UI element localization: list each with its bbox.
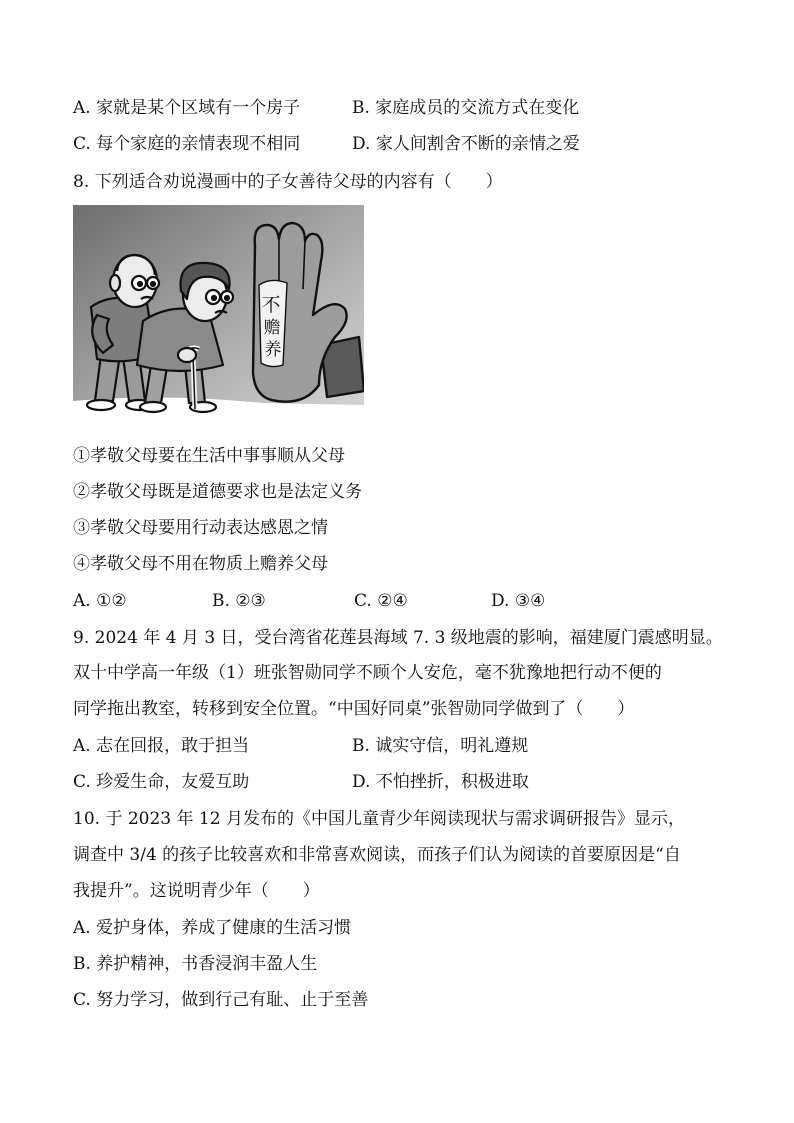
- cartoon-char-2: 赡: [263, 318, 281, 338]
- q9-option-d: D. 不怕挫折，积极进取: [352, 772, 529, 792]
- q10-stem-line-2: 调查中 3/4 的孩子比较喜欢和非常喜欢阅读，而孩子们认为阅读的首要原因是“自: [73, 845, 681, 865]
- q9-stem-line-1: 9. 2024 年 4 月 3 日，受台湾省花莲县海域 7. 3 级地震的影响，福建厦门震感明显。: [73, 628, 723, 648]
- q9-stem-line-3: 同学拖出教室，转移到安全位置。“中国好同桌”张智勋同学做到了（ ）: [73, 699, 635, 719]
- q10-stem-line-3: 我提升”。这说明青少年（ ）: [73, 881, 320, 901]
- cartoon-char-3: 养: [264, 340, 282, 360]
- q10-option-b: B. 养护精神，书香浸润丰盈人生: [73, 954, 318, 974]
- q10-stem-line-1: 10. 于 2023 年 12 月发布的《中国儿童青少年阅读现状与需求调研报告》显示，: [73, 809, 685, 829]
- q9-option-c: C. 珍爱生命，友爱互助: [73, 772, 250, 792]
- q8-option-b: B. ②③: [212, 591, 266, 611]
- q9-option-b: B. 诚实守信，明礼遵规: [352, 736, 529, 756]
- q8-statement-4: ④孝敬父母不用在物质上赡养父母: [73, 554, 328, 574]
- q8-cartoon: [73, 205, 364, 424]
- q7-option-d: D. 家人间割舍不断的亲情之爱: [352, 134, 580, 154]
- q8-stem: 8. 下列适合劝说漫画中的子女善待父母的内容有（ ）: [73, 172, 503, 192]
- q8-statement-1: ①孝敬父母要在生活中事事顺从父母: [73, 446, 345, 466]
- q7-option-a: A. 家就是某个区域有一个房子: [73, 98, 301, 118]
- q9-stem-line-2: 双十中学高一年级（1）班张智勋同学不顾个人安危，毫不犹豫地把行动不便的: [73, 663, 662, 683]
- q8-statement-2: ②孝敬父母既是道德要求也是法定义务: [73, 482, 362, 502]
- q10-option-c: C. 努力学习，做到行己有耻、止于至善: [73, 990, 369, 1010]
- q7-option-b: B. 家庭成员的交流方式在变化: [352, 98, 580, 118]
- q8-statement-3: ③孝敬父母要用行动表达感恩之情: [73, 518, 328, 538]
- q9-option-a: A. 志在回报，敢于担当: [73, 736, 250, 756]
- cartoon-char-1: 不: [261, 294, 281, 316]
- q7-option-c: C. 每个家庭的亲情表现不相同: [73, 134, 301, 154]
- q8-option-c: C. ②④: [354, 591, 408, 611]
- q10-option-a: A. 爱护身体，养成了健康的生活习惯: [73, 918, 352, 938]
- q8-option-a: A. ①②: [73, 591, 127, 611]
- q8-option-d: D. ③④: [491, 591, 546, 611]
